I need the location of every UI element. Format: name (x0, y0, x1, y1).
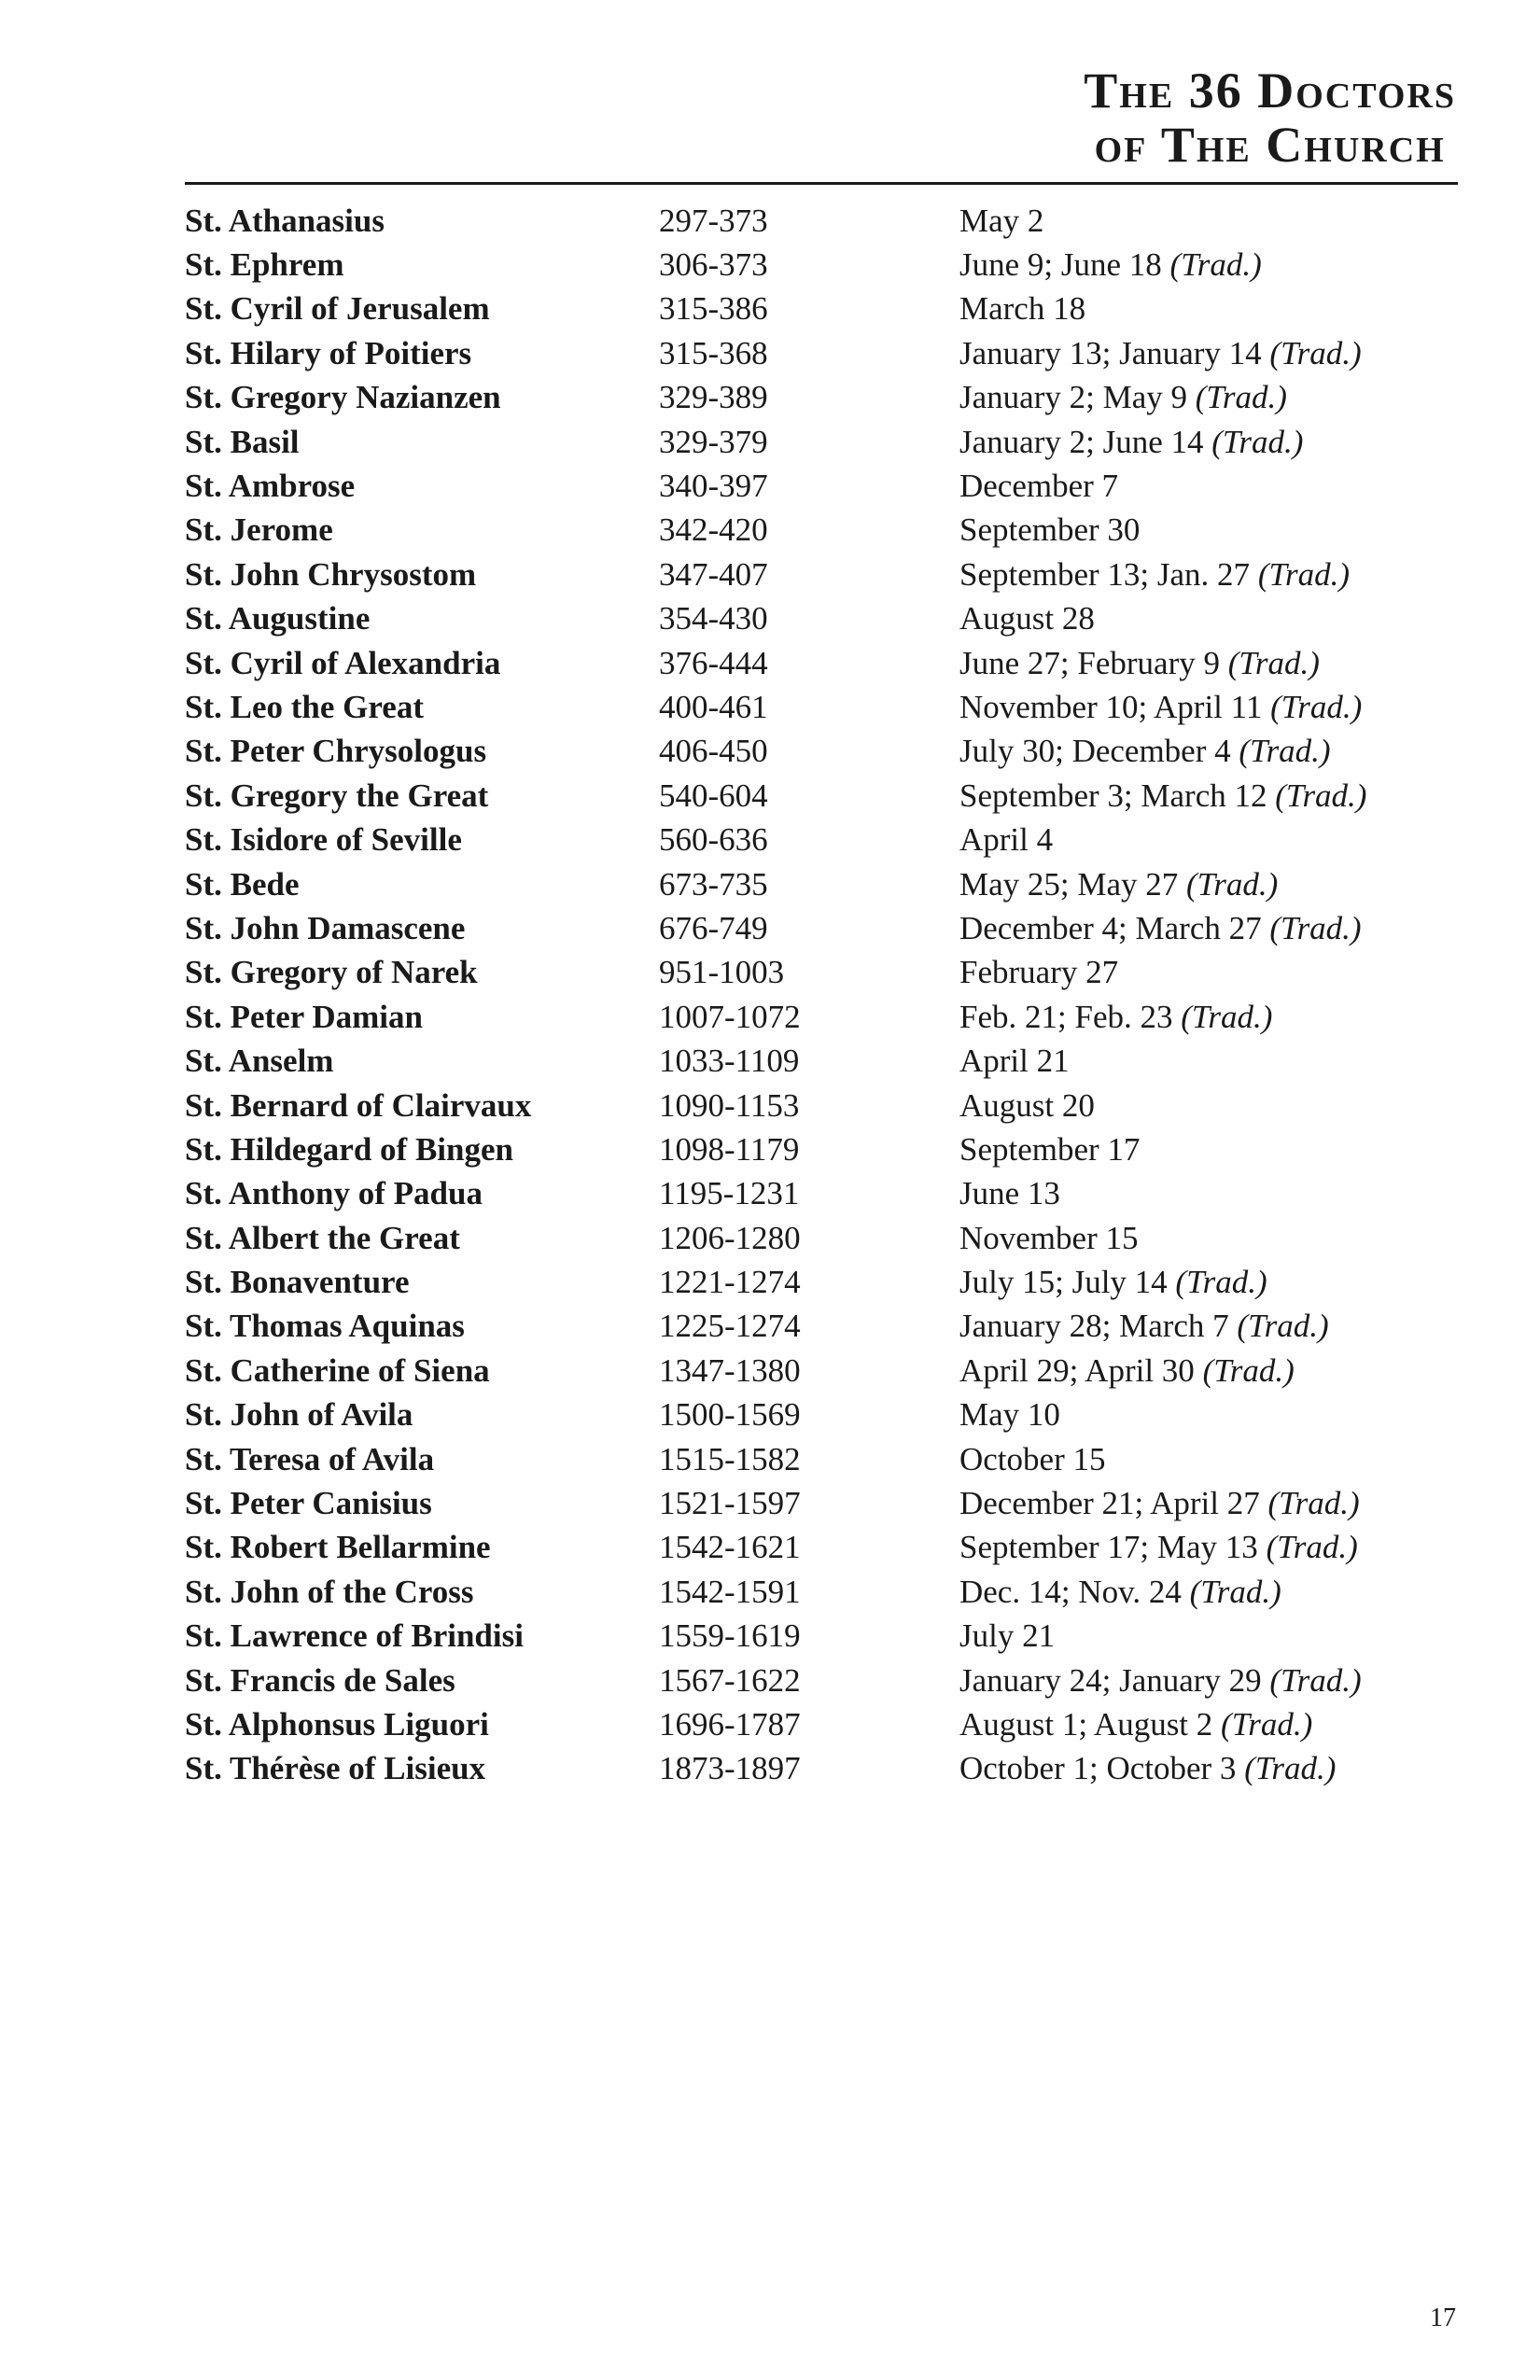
doctor-name: St. Ambrose (185, 468, 356, 505)
traditional-calendar-note: (Trad.) (1211, 423, 1304, 460)
doctor-name: St. Peter Canisius (185, 1485, 432, 1522)
traditional-calendar-note: (Trad.) (1181, 998, 1273, 1035)
doctor-feast-day (959, 645, 1320, 682)
doctor-feast-day (959, 954, 1118, 991)
doctor-name: St. Cyril of Alexandria (185, 644, 501, 681)
feast-date: January 2; May 9 (959, 379, 1196, 416)
doctor-feast-day (959, 1264, 1267, 1301)
doctor-years: 315-386 (659, 290, 768, 328)
doctor-feast-day (959, 821, 1053, 859)
doctor-years: 1515-1582 (659, 1440, 801, 1477)
doctor-feast-day (959, 1485, 1360, 1522)
doctor-years: 1521-1597 (659, 1485, 801, 1522)
feast-date: April 29; April 30 (959, 1351, 1203, 1389)
doctor-name: St. Isidore of Seville (185, 821, 462, 859)
traditional-calendar-note: (Trad.) (1257, 555, 1351, 593)
traditional-calendar-note: (Trad.) (1186, 865, 1279, 903)
doctor-row (185, 862, 1458, 906)
feast-date: January 13; January 14 (959, 334, 1270, 371)
feast-date: July 21 (959, 1617, 1056, 1655)
feast-date: September 13; Jan. 27 (959, 555, 1258, 593)
feast-date: August 1; August 2 (959, 1705, 1222, 1743)
doctor-name: St. Bede (185, 865, 300, 903)
doctor-name: St. Bernard of Clairvaux (185, 1086, 532, 1124)
doctor-years: 1500-1569 (659, 1396, 801, 1434)
traditional-calendar-note: (Trad.) (1175, 1264, 1267, 1301)
doctor-name: St. Francis de Sales (185, 1661, 455, 1699)
traditional-calendar-note: (Trad.) (1227, 644, 1320, 681)
feast-date: August 28 (959, 600, 1095, 637)
doctor-feast-day (959, 1131, 1140, 1169)
feast-date: May 10 (959, 1396, 1060, 1434)
doctor-row (185, 1526, 1458, 1570)
doctor-row (185, 1349, 1458, 1393)
feast-date: September 30 (959, 511, 1141, 549)
doctor-name: St. John of the Cross (185, 1573, 474, 1610)
doctor-row (185, 287, 1458, 331)
doctor-row (185, 376, 1458, 420)
doctor-row (185, 906, 1458, 950)
doctor-name: St. John Damascene (185, 909, 466, 946)
feast-date: November 15 (959, 1219, 1139, 1256)
doctor-row (185, 1305, 1458, 1349)
doctor-row (185, 1702, 1458, 1746)
doctor-years: 1195-1231 (659, 1175, 800, 1212)
feast-date: October 15 (959, 1440, 1106, 1477)
page-title-line-1: The 36 Doctors (1084, 63, 1456, 119)
doctor-name: St. Leo the Great (185, 688, 424, 725)
page-number: 17 (1430, 2303, 1456, 2332)
feast-date: Feb. 21; Feb. 23 (959, 998, 1182, 1035)
feast-date: August 20 (959, 1086, 1095, 1124)
doctor-row (185, 1437, 1458, 1481)
page-title-line-2: of The Church (1094, 117, 1446, 173)
doctor-name: St. Anthony of Padua (185, 1175, 483, 1212)
doctor-years: 406-450 (659, 733, 768, 770)
doctor-row (185, 818, 1458, 861)
doctor-years: 342-420 (659, 511, 768, 549)
doctor-name: St. Gregory the Great (185, 777, 489, 814)
traditional-calendar-note: (Trad.) (1189, 1573, 1281, 1610)
traditional-calendar-note: (Trad.) (1195, 379, 1287, 416)
doctor-row (185, 1747, 1458, 1791)
doctor-feast-day (959, 600, 1095, 637)
doctor-feast-day (959, 335, 1362, 372)
doctor-years: 329-389 (659, 379, 768, 416)
doctor-feast-day (959, 689, 1362, 726)
feast-date: September 17; May 13 (959, 1529, 1267, 1566)
doctor-feast-day (959, 1308, 1329, 1345)
doctor-row (185, 774, 1458, 818)
doctor-years: 1206-1280 (659, 1219, 801, 1256)
feast-date: June 27; February 9 (959, 644, 1228, 681)
feast-date: September 3; March 12 (959, 777, 1276, 814)
feast-date: July 30; December 4 (959, 733, 1239, 770)
doctor-row (185, 1481, 1458, 1525)
doctor-feast-day (959, 246, 1262, 284)
doctor-row (185, 685, 1458, 729)
doctor-name: St. Cyril of Jerusalem (185, 290, 490, 328)
doctor-years: 329-379 (659, 423, 768, 460)
doctor-name: St. Jerome (185, 511, 333, 549)
doctor-years: 673-735 (659, 865, 768, 903)
doctor-name: St. John of Avila (185, 1396, 413, 1434)
doctor-years: 1225-1274 (659, 1308, 801, 1345)
doctor-years: 347-407 (659, 555, 768, 593)
traditional-calendar-note: (Trad.) (1239, 733, 1331, 770)
doctor-feast-day (959, 866, 1278, 903)
traditional-calendar-note: (Trad.) (1244, 1750, 1337, 1787)
doctor-years: 297-373 (659, 202, 768, 239)
doctor-name: St. Teresa of Avila (185, 1440, 435, 1477)
doctor-row (185, 1172, 1458, 1216)
doctor-name: St. Basil (185, 423, 300, 460)
doctor-row (185, 641, 1458, 685)
doctor-years: 1542-1591 (659, 1573, 801, 1610)
traditional-calendar-note: (Trad.) (1266, 1529, 1358, 1566)
feast-date: July 15; July 14 (959, 1264, 1176, 1301)
doctor-row (185, 509, 1458, 553)
doctor-feast-day (959, 999, 1272, 1036)
traditional-calendar-note: (Trad.) (1237, 1308, 1329, 1345)
doctor-years: 1033-1109 (659, 1043, 800, 1080)
doctor-name: St. John Chrysostom (185, 555, 477, 593)
feast-date: January 24; January 29 (959, 1661, 1270, 1699)
doctor-row (185, 1393, 1458, 1437)
doctor-name: St. Athanasius (185, 202, 385, 239)
doctor-years: 1542-1621 (659, 1529, 801, 1566)
doctor-feast-day (959, 1574, 1281, 1611)
traditional-calendar-note: (Trad.) (1269, 1661, 1362, 1699)
doctor-name: St. Peter Chrysologus (185, 733, 487, 770)
doctor-name: St. Robert Bellarmine (185, 1529, 491, 1566)
doctor-name: St. Peter Damian (185, 998, 423, 1035)
doctor-feast-day (959, 1175, 1060, 1212)
doctor-row (185, 730, 1458, 774)
doctor-feast-day (959, 733, 1331, 770)
doctor-row (185, 995, 1458, 1039)
doctor-years: 1696-1787 (659, 1705, 801, 1743)
traditional-calendar-note: (Trad.) (1275, 777, 1367, 814)
doctor-feast-day (959, 290, 1085, 328)
doctor-years: 1007-1072 (659, 998, 801, 1035)
traditional-calendar-note: (Trad.) (1269, 334, 1362, 371)
doctor-name: St. Albert the Great (185, 1219, 460, 1256)
doctor-name: St. Thérèse of Lisieux (185, 1750, 486, 1787)
doctor-row (185, 597, 1458, 641)
feast-date: March 18 (959, 290, 1086, 328)
doctor-name: St. Anselm (185, 1043, 334, 1080)
doctor-name: St. Hildegard of Bingen (185, 1130, 513, 1168)
traditional-calendar-note: (Trad.) (1270, 688, 1363, 725)
doctor-name: St. Lawrence of Brindisi (185, 1617, 524, 1655)
doctor-name: St. Gregory Nazianzen (185, 379, 501, 416)
traditional-calendar-note: (Trad.) (1202, 1351, 1295, 1389)
doctor-name: St. Thomas Aquinas (185, 1308, 465, 1345)
doctor-name: St. Augustine (185, 600, 371, 637)
doctor-row (185, 199, 1458, 243)
feast-date: January 28; March 7 (959, 1308, 1238, 1345)
traditional-calendar-note: (Trad.) (1267, 1485, 1360, 1522)
doctor-name: St. Bonaventure (185, 1264, 410, 1301)
doctor-feast-day (959, 1750, 1336, 1787)
feast-date: June 9; June 18 (959, 246, 1170, 284)
doctor-feast-day (959, 910, 1362, 947)
doctor-years: 540-604 (659, 777, 768, 814)
doctor-row (185, 951, 1458, 995)
doctor-row (185, 1127, 1458, 1171)
feast-date: June 13 (959, 1175, 1060, 1212)
traditional-calendar-note: (Trad.) (1269, 909, 1362, 946)
doctor-feast-day (959, 468, 1118, 505)
doctor-row (185, 1659, 1458, 1702)
doctor-years: 951-1003 (659, 954, 785, 991)
doctor-years: 1559-1619 (659, 1617, 801, 1655)
feast-date: May 25; May 27 (959, 865, 1187, 903)
doctor-feast-day (959, 1220, 1138, 1257)
feast-date: April 21 (959, 1043, 1070, 1080)
doctors-table (185, 199, 1458, 1791)
doctor-row (185, 553, 1458, 596)
doctor-years: 1347-1380 (659, 1351, 801, 1389)
doctor-feast-day (959, 1043, 1070, 1080)
doctor-years: 1090-1153 (659, 1086, 800, 1124)
doctor-feast-day (959, 1617, 1055, 1655)
doctor-years: 560-636 (659, 821, 768, 859)
doctor-years: 1098-1179 (659, 1130, 800, 1168)
doctor-feast-day (959, 777, 1366, 815)
doctor-feast-day (959, 1352, 1295, 1390)
doctor-feast-day (959, 1529, 1358, 1566)
doctor-feast-day (959, 1087, 1095, 1125)
doctor-feast-day (959, 424, 1303, 461)
doctor-feast-day (959, 1441, 1105, 1478)
doctor-row (185, 464, 1458, 508)
doctor-row (185, 331, 1458, 375)
doctor-years: 1873-1897 (659, 1750, 801, 1787)
doctor-years: 354-430 (659, 600, 768, 637)
doctor-feast-day (959, 1706, 1312, 1743)
doctor-feast-day (959, 379, 1287, 416)
doctor-years: 315-368 (659, 334, 768, 371)
doctor-name: St. Ephrem (185, 246, 344, 284)
doctor-years: 340-397 (659, 468, 768, 505)
doctor-row (185, 1216, 1458, 1260)
doctor-row (185, 1260, 1458, 1304)
doctor-row (185, 243, 1458, 287)
doctor-row (185, 420, 1458, 464)
feast-date: September 17 (959, 1130, 1141, 1168)
doctor-row (185, 1084, 1458, 1127)
doctor-years: 1221-1274 (659, 1264, 801, 1301)
doctor-row (185, 1615, 1458, 1659)
feast-date: December 7 (959, 468, 1119, 505)
feast-date: December 21; April 27 (959, 1485, 1268, 1522)
doctor-years: 376-444 (659, 644, 768, 681)
feast-date: December 4; March 27 (959, 909, 1270, 946)
doctor-feast-day (959, 203, 1043, 240)
doctor-name: St. Catherine of Siena (185, 1351, 490, 1389)
doctor-feast-day (959, 1396, 1060, 1434)
doctor-feast-day (959, 511, 1140, 549)
doctor-name: St. Hilary of Poitiers (185, 334, 472, 371)
traditional-calendar-note: (Trad.) (1169, 246, 1262, 284)
doctor-feast-day (959, 1662, 1362, 1700)
doctor-feast-day (959, 556, 1350, 594)
doctor-row (185, 1039, 1458, 1083)
doctor-name: St. Gregory of Narek (185, 954, 478, 991)
doctor-name: St. Alphonsus Liguori (185, 1705, 489, 1743)
doctor-years: 676-749 (659, 909, 768, 946)
traditional-calendar-note: (Trad.) (1221, 1705, 1313, 1743)
doctor-years: 400-461 (659, 688, 768, 725)
doctor-row (185, 1570, 1458, 1614)
doctor-years: 1567-1622 (659, 1661, 801, 1699)
feast-date: Dec. 14; Nov. 24 (959, 1573, 1190, 1610)
title-divider (185, 182, 1458, 185)
feast-date: January 2; June 14 (959, 423, 1212, 460)
feast-date: November 10; April 11 (959, 688, 1271, 725)
feast-date: May 2 (959, 202, 1044, 239)
feast-date: April 4 (959, 821, 1054, 859)
doctor-years: 306-373 (659, 246, 768, 284)
feast-date: October 1; October 3 (959, 1750, 1245, 1787)
feast-date: February 27 (959, 954, 1119, 991)
page-title (1084, 63, 1456, 172)
